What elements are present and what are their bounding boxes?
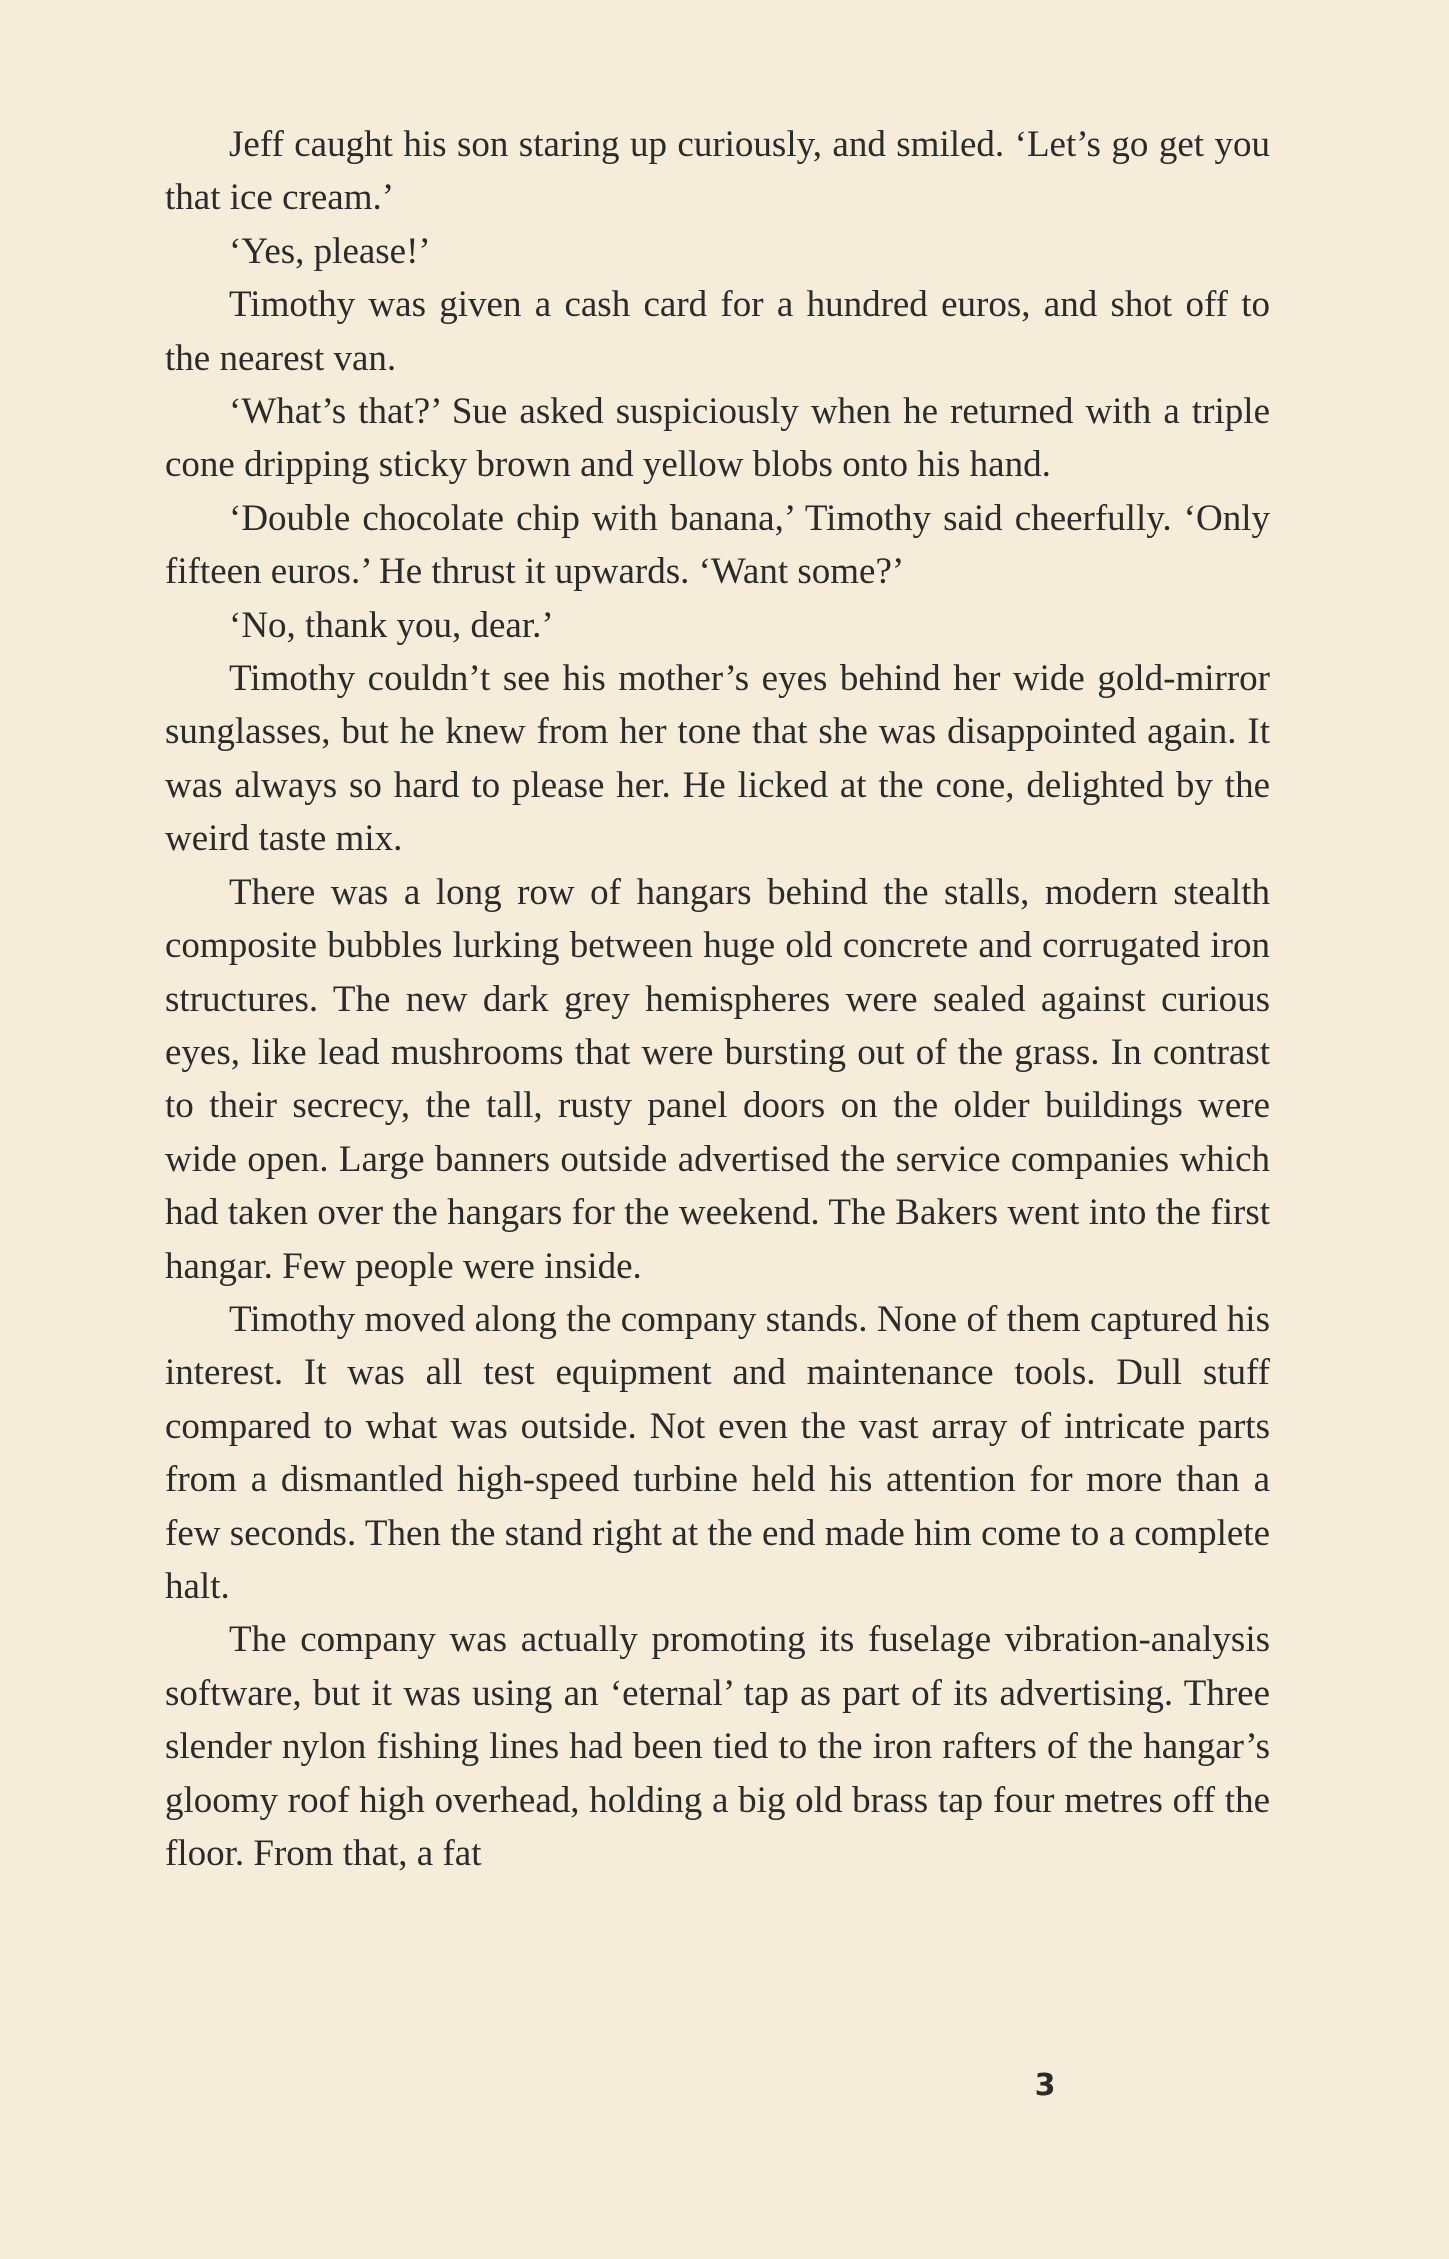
paragraph-6: ‘No, thank you, dear.’ (229, 604, 554, 646)
paragraph-7: Timothy couldn’t see his mother’s eyes behind her wide gold-mirror sunglasses, but he knew from her tone that she was disappointed again. It was always so hard to please her. He licked at the cone, delighted by the weird taste mix. (165, 658, 1270, 860)
paragraph-3: Timothy was given a cash card for a hundred euros, and shot off to the nearest van. (165, 284, 1270, 379)
paragraph-8: There was a long row of hangars behind the stalls, modern stealth composite bubbles lurking between huge old concrete and corrugated iron structures. The new dark grey hemispheres were sealed against curious eyes, like lead mushrooms that were bursting out of the grass. In contrast to their secrecy, the tall, rusty panel doors on the older buildings were wide open. Large banners outside advertised the service companies which had taken over the hangars for the weekend. The Bakers went into the first hangar. Few people were inside. (165, 871, 1270, 1287)
paragraph-9: Timothy moved along the company stands. None of them captured his interest. It was all test equipment and maintenance tools. Dull stuff compared to what was outside. Not even the vast array of intricate parts from a dismantled high-speed turbine held his attention for more than a few seconds. Then the stand right at the end made him come to a complete halt. (165, 1298, 1270, 1607)
paragraph-5: ‘Double chocolate chip with banana,’ Timothy said cheerfully. ‘Only fifteen euros.’ He thrust it upwards. ‘Want some?’ (165, 497, 1270, 593)
paragraph-2: ‘Yes, please!’ (229, 230, 431, 272)
paragraph-4: ‘What’s that?’ Sue asked suspiciously when he returned with a triple cone dripping sticky brown and yellow blobs onto his hand. (165, 391, 1270, 486)
body-text (165, 118, 1270, 1880)
paragraph-10: The company was actually promoting its fuselage vibration-analysis software, but it was using an ‘eternal’ tap as part of its advertising. Three slender nylon fishing lines had been tied to the iron rafters of the hangar’s gloomy roof high overhead, holding a big old brass tap four metres off the floor. From that, a fat (165, 1619, 1270, 1874)
page-number: 3 (1034, 2068, 1056, 2103)
paragraph-1: Jeff caught his son staring up curiously, and smiled. ‘Let’s go get you that ice cream.’ (165, 124, 1270, 219)
